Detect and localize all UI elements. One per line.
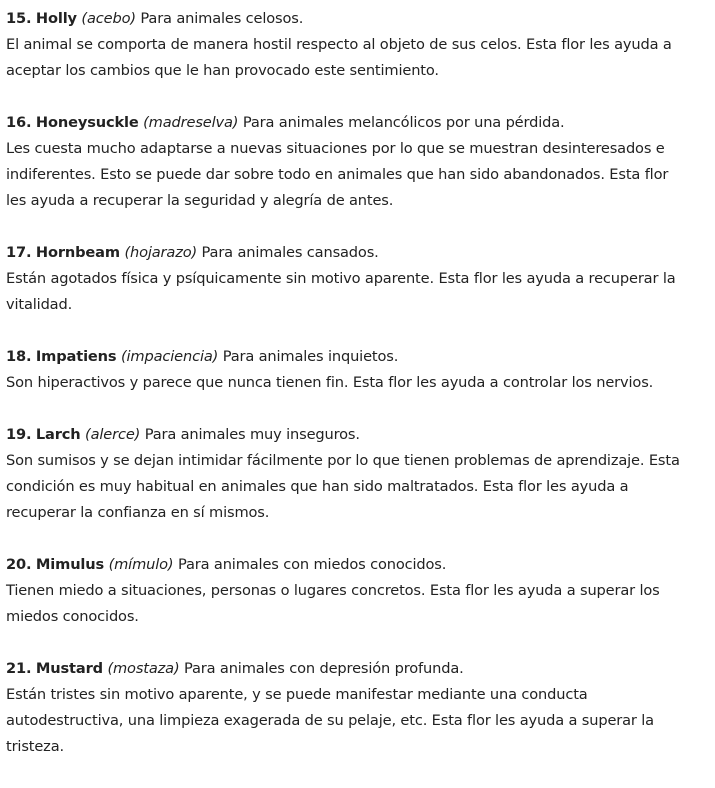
entry-text-line: autodestructiva, una limpieza exagerada de su pelaje, etc. Esta flor les ayuda a superar la [6,712,654,729]
entry-text-line: Les cuesta mucho adaptarse a nuevas situaciones por lo que se muestran desinteresados e [6,140,665,157]
entry-summary: Para animales celosos. [140,10,304,27]
entry-text-line: Son hiperactivos y parece que nunca tienen fin. Esta flor les ayuda a controlar los nervios. [6,374,654,391]
entry-translation: (mímulo) [108,556,174,573]
entry-name: Honeysuckle [35,114,139,131]
entry-mimulus [6,552,710,630]
entry-text-line: miedos conocidos. [6,608,139,625]
entry-translation: (madreselva) [143,114,239,131]
entry-number: 18. [6,348,32,365]
entry-translation: (impaciencia) [120,348,219,365]
entry-text-line: recuperar la confianza en sí mismos. [6,504,270,521]
entry-text-line: condición es muy habitual en animales que han sido maltratados. Esta flor les ayuda a [6,478,629,495]
entry-hornbeam [6,240,710,318]
entry-name: Holly [35,10,77,27]
entry-text-line: tristeza. [6,738,64,755]
entry-text-line: Son sumisos y se dejan intimidar fácilmente por lo que tienen problemas de aprendizaje. Esta [6,452,680,469]
entry-heading [6,6,710,32]
entry-text-line: El animal se comporta de manera hostil respecto al objeto de sus celos. Esta flor les ayuda a [6,36,672,53]
entry-heading [6,240,710,266]
entry-translation: (alerce) [85,426,141,443]
entry-impatiens [6,344,710,396]
entry-summary: Para animales muy inseguros. [144,426,360,443]
entry-summary: Para animales con depresión profunda. [184,660,464,677]
entry-heading [6,344,710,370]
entry-heading [6,110,710,136]
entry-text-line: indiferentes. Esto se puede dar sobre todo en animales que han sido abandonados. Esta flor [6,166,669,183]
entry-number: 15. [6,10,32,27]
entry-number: 21. [6,660,32,677]
entry-text-line: les ayuda a recuperar la seguridad y alegría de antes. [6,192,394,209]
entry-text-line: vitalidad. [6,296,73,313]
entry-larch [6,422,710,526]
entry-honeysuckle [6,110,710,214]
entry-heading [6,552,710,578]
entry-summary: Para animales inquietos. [222,348,399,365]
entry-text-line: Están agotados física y psíquicamente sin motivo aparente. Esta flor les ayuda a recuperar la [6,270,676,287]
entry-summary: Para animales con miedos conocidos. [177,556,447,573]
entry-number: 20. [6,556,32,573]
entry-number: 16. [6,114,32,131]
entry-number: 17. [6,244,32,261]
entry-text-line: Están tristes sin motivo aparente, y se puede manifestar mediante una conducta [6,686,588,703]
entry-translation: (mostaza) [107,660,180,677]
entry-summary: Para animales melancólicos por una pérdida. [242,114,565,131]
entry-text-line: Tienen miedo a situaciones, personas o lugares concretos. Esta flor les ayuda a superar los [6,582,660,599]
entry-name: Mimulus [35,556,105,573]
entry-number: 19. [6,426,32,443]
entry-translation: (acebo) [81,10,136,27]
entry-name: Larch [35,426,81,443]
entry-text-line: aceptar los cambios que le han provocado este sentimiento. [6,62,439,79]
entry-mustard [6,656,710,760]
entry-heading [6,422,710,448]
entry-summary: Para animales cansados. [201,244,379,261]
entry-holly [6,6,710,84]
entry-translation: (hojarazo) [124,244,198,261]
entry-name: Hornbeam [35,244,120,261]
entry-name: Impatiens [35,348,117,365]
entry-name: Mustard [35,660,103,677]
entry-heading [6,656,710,682]
